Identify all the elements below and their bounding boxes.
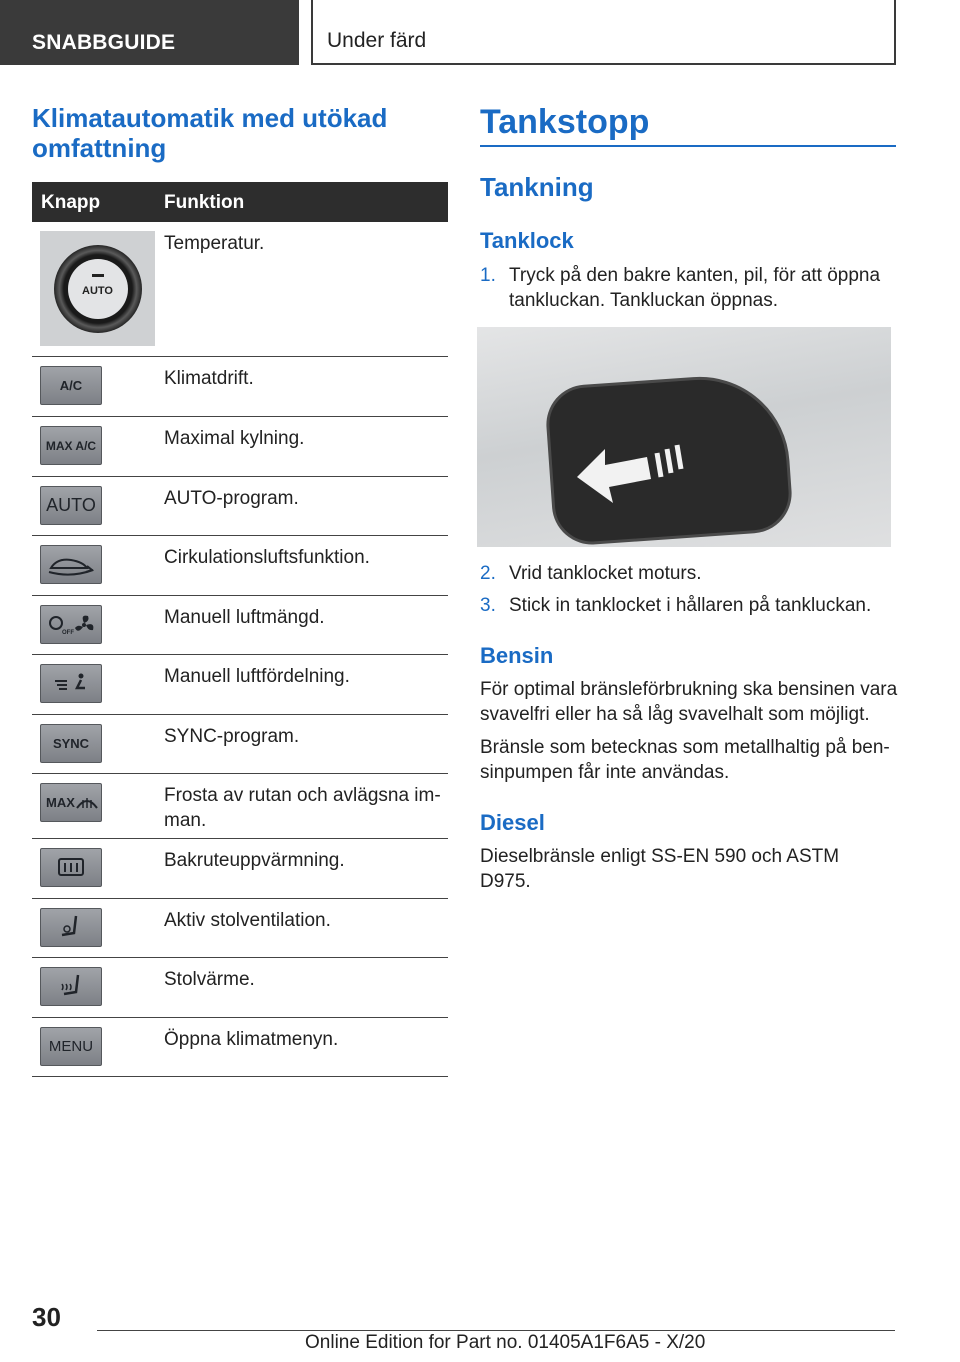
table-row [32,417,448,477]
climate-button-table [32,182,448,1077]
diesel-heading: Diesel [480,810,545,835]
diesel-paragraph: Dieselbränsle enligt SS-EN 590 och ASTM D975. [480,846,840,892]
table-row [32,655,448,715]
row-function: Aktiv stolventilation. [164,910,331,931]
bensin-paragraph-1: För optimal bränsleförbrukning ska bensinen vara svavelfri eller ha så låg svavelhalt som möjligt. [480,679,898,725]
row-function: Stolvärme. [164,969,255,990]
table-row [32,839,448,899]
tanklock-heading: Tanklock [480,228,574,253]
row-function: Frosta av rutan och avlägsna im-man. [164,785,441,831]
climate-section-title: Klimatautomatik med utökad omfattning [32,103,388,163]
table-header-button: Knapp [41,192,101,213]
table-row [32,357,448,417]
sync-button-icon: SYNC [40,724,102,763]
title-divider [480,145,896,147]
table-header [32,182,448,222]
refuel-subtitle: Tankning [480,172,594,202]
max-ac-button-icon: MAX A/C [40,426,102,465]
step-text: Stick in tanklocket i hållaren på tankluckan. [509,595,872,616]
row-function: Manuell luftfördelning. [164,666,350,687]
row-function: Bakruteuppvärmning. [164,850,345,871]
row-function: Cirkulationsluftsfunktion. [164,547,370,568]
header-chapter-label: Under färd [327,29,427,52]
header-section-tab [0,0,299,65]
bensin-heading: Bensin [480,643,554,668]
auto-button-icon: AUTO [40,486,102,525]
step-2 [480,561,896,587]
step-text: Tryck på den bakre kanten, pil, för att öppna tankluckan. Tankluckan öppnas. [509,265,881,311]
bensin-paragraph-2: Bränsle som betecknas som metallhaltig på ben-sinpumpen får inte användas. [480,737,890,783]
air-distribution-icon [40,664,102,703]
header-chapter-tab [311,0,896,65]
table-row [32,715,448,774]
seat-ventilation-icon [40,908,102,947]
row-function: Manuell luftmängd. [164,607,325,628]
step-number: 1. [480,265,496,286]
svg-text:OFF: OFF [62,629,74,636]
table-row [32,477,448,536]
step-3 [480,593,896,619]
max-defrost-icon: MAX [40,783,102,822]
table-row [32,536,448,596]
table-row [32,958,448,1018]
temperature-dial-icon: AUTO [40,231,155,346]
refuel-section-title: Tankstopp [480,103,650,141]
step-1 [480,263,896,315]
header-section-label: SNABBGUIDE [32,31,176,54]
table-row [32,222,448,357]
step-text: Vrid tanklocket moturs. [509,563,702,584]
recirculation-icon [40,545,102,584]
row-function: Klimatdrift. [164,368,254,389]
push-arrow-icon [577,435,687,505]
table-row [32,1018,448,1077]
ac-button-icon: A/C [40,366,102,405]
row-function: Temperatur. [164,233,265,254]
seat-heating-icon [40,967,102,1006]
fan-speed-icon [40,605,102,644]
table-row [32,899,448,958]
table-header-function: Funktion [164,192,245,213]
row-function: Maximal kylning. [164,428,305,449]
footer-edition: Online Edition for Part no. 01405A1F6A5 - X/20 [305,1332,706,1353]
row-function: AUTO-program. [164,488,299,509]
step-number: 3. [480,595,496,616]
row-function: Öppna klimatmenyn. [164,1029,339,1050]
step-number: 2. [480,563,496,584]
table-row [32,596,448,655]
row-function: SYNC-program. [164,726,300,747]
footer-divider [97,1330,895,1331]
fuel-flap-photo [477,327,891,547]
rear-window-heat-icon [40,848,102,887]
menu-button-icon: MENU [40,1027,102,1066]
page-number: 30 [32,1302,61,1332]
table-row [32,774,448,839]
